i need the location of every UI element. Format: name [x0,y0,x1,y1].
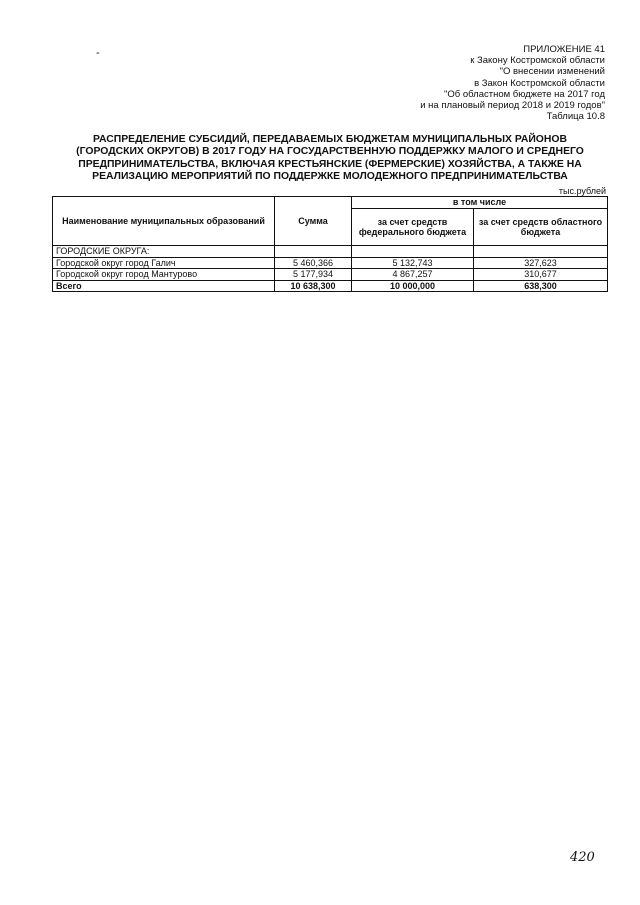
title-line: РЕАЛИЗАЦИЮ МЕРОПРИЯТИЙ ПО ПОДДЕРЖКЕ МОЛОДЕЖНОГО ПРЕДПРИНИМАТЕЛЬСТВА [92,171,568,183]
row-federal: 4 867,257 [352,269,474,281]
section-row [53,246,608,258]
row-regional: 310,677 [474,269,608,281]
total-federal: 10 000,000 [352,280,474,292]
row-name: Городской округ город Мантурово [53,269,275,281]
header-sum: Сумма [275,197,352,246]
row-sum: 5 177,934 [275,269,352,281]
title-line: РАСПРЕДЕЛЕНИЕ СУБСИДИЙ, ПЕРЕДАВАЕМЫХ БЮДЖЕТАМ МУНИЦИПАЛЬНЫХ РАЙОНОВ [93,134,567,145]
row-name: Городской округ город Галич [53,257,275,269]
section-label: ГОРОДСКИЕ ОКРУГА: [53,246,275,258]
appendix-line: ПРИЛОЖЕНИЕ 41 [523,44,605,55]
appendix-line: в Закон Костромской области [474,77,605,89]
total-row [53,280,608,292]
appendix-line: "Об областном бюджете на 2017 год [444,88,605,100]
header-name: Наименование муниципальных образований [53,197,275,246]
subsidy-table [52,196,608,292]
header-regional: за счет средств областного бюджета [474,209,608,246]
header-federal: за счет средств федерального бюджета [352,209,474,246]
appendix-line: и на плановый период 2018 и 2019 годов" [420,100,605,112]
unit-label: тыс.рублей [558,186,606,196]
total-sum: 10 638,300 [275,280,352,292]
table-row [53,257,608,269]
table-number: Таблица 10.8 [546,111,605,123]
appendix-line: "О внесении изменений [499,66,605,78]
appendix-line: к Закону Костромской области [470,55,605,67]
title-line: (ГОРОДСКИХ ОКРУГОВ) В 2017 ГОДУ НА ГОСУДАРСТВЕННУЮ ПОДДЕРЖКУ МАЛОГО И СРЕДНЕГО [76,146,584,158]
title-line: ПРЕДПРИНИМАТЕЛЬСТВА, ВКЛЮЧАЯ КРЕСТЬЯНСКИЕ (ФЕРМЕРСКИЕ) ХОЗЯЙСТВА, А ТАКЖЕ НА [78,158,582,170]
appendix-header [305,44,605,122]
page-number: 420 [570,850,595,865]
header-including: в том числе [352,197,608,209]
row-regional: 327,623 [474,257,608,269]
total-regional: 638,300 [474,280,608,292]
row-federal: 5 132,743 [352,257,474,269]
total-label: Всего [53,280,275,292]
document-title [50,134,610,184]
dash-mark: - [96,47,100,59]
table-row [53,269,608,281]
row-sum: 5 460,366 [275,257,352,269]
